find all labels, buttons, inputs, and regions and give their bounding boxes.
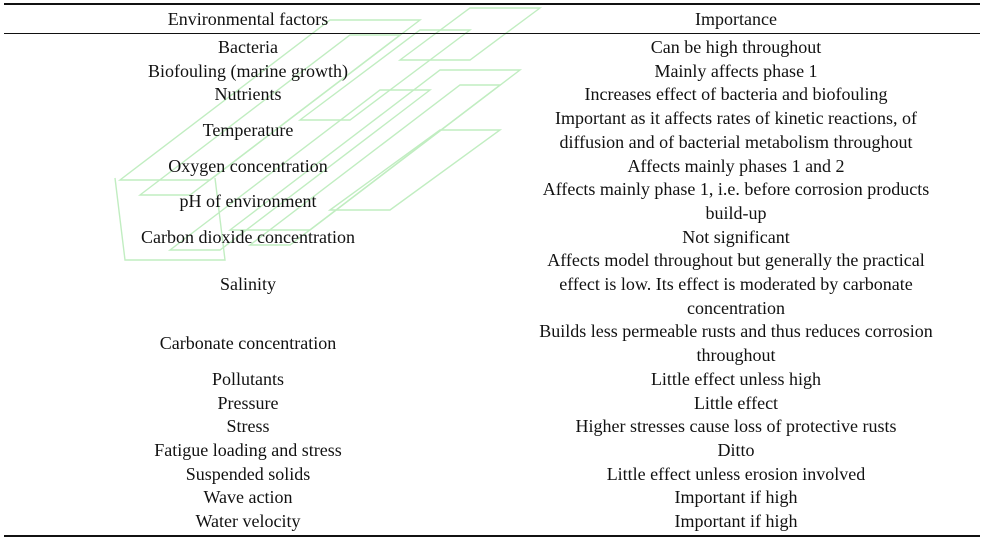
factor-cell: Suspended solids — [185, 463, 311, 484]
importance-line: Higher stresses cause loss of protective rusts — [575, 416, 897, 437]
importance-cell — [492, 320, 980, 367]
importance-cell — [492, 107, 980, 154]
importance-line: Affects mainly phases 1 and 2 — [627, 155, 845, 176]
importance-cell — [492, 178, 980, 225]
importance-cell — [492, 463, 980, 487]
importance-cell — [492, 83, 980, 107]
table-row — [4, 415, 980, 439]
importance-cell — [492, 36, 980, 60]
importance-line: Mainly affects phase 1 — [654, 60, 818, 81]
importance-cell — [492, 392, 980, 416]
table-row — [4, 463, 980, 487]
factor-cell: Fatigue loading and stress — [154, 439, 342, 460]
table-row — [4, 226, 980, 250]
importance-cell — [492, 60, 980, 84]
factor-cell: Salinity — [219, 274, 276, 295]
importance-cell — [492, 249, 980, 320]
factor-cell: pH of environment — [179, 191, 317, 212]
importance-line: Ditto — [717, 439, 755, 460]
table-row — [4, 249, 980, 320]
factor-cell: Water velocity — [195, 511, 301, 532]
table-row — [4, 60, 980, 84]
importance-cell — [492, 368, 980, 392]
importance-cell — [492, 415, 980, 439]
importance-line: Little effect — [693, 392, 779, 413]
table-row — [4, 392, 980, 416]
table-row — [4, 178, 980, 225]
table-row — [4, 36, 980, 60]
importance-line: Important as it affects rates of kinetic reactions, of — [554, 108, 918, 129]
importance-line: Can be high throughout — [650, 37, 822, 57]
table-row — [4, 439, 980, 463]
factor-cell: Bacteria — [218, 37, 278, 57]
importance-line: effect is low. Its effect is moderated by carbonate — [559, 274, 913, 295]
importance-line: diffusion and of bacterial metabolism throughout — [559, 131, 913, 152]
factor-cell: Carbonate concentration — [159, 333, 337, 354]
importance-line: Important if high — [674, 487, 798, 508]
importance-line: Important if high — [674, 511, 798, 532]
table-row — [4, 486, 980, 510]
header-environmental-factors: Environmental factors — [167, 9, 329, 29]
table-row — [4, 510, 980, 534]
importance-cell — [492, 439, 980, 463]
importance-line: Affects model throughout but generally the practical — [547, 250, 925, 271]
table-row — [4, 320, 980, 367]
importance-line: Builds less permeable rusts and thus reduces corrosion — [539, 321, 933, 342]
factor-cell: Oxygen concentration — [168, 155, 328, 176]
table-body — [4, 34, 980, 535]
factor-cell: Biofouling (marine growth) — [148, 60, 348, 81]
factor-cell: Stress — [226, 416, 270, 437]
importance-line: Not significant — [682, 226, 790, 247]
importance-line: throughout — [696, 345, 776, 366]
data-table — [4, 3, 980, 537]
factor-cell: Carbon dioxide concentration — [141, 226, 355, 247]
importance-line: concentration — [687, 297, 785, 318]
importance-line: Affects mainly phase 1, i.e. before corrosion products — [542, 179, 930, 200]
importance-cell — [492, 510, 980, 534]
table-header-row — [4, 5, 980, 33]
header-importance: Importance — [695, 9, 777, 29]
factor-cell: Pollutants — [211, 368, 284, 389]
factor-cell: Wave action — [203, 487, 293, 508]
importance-cell — [492, 226, 980, 250]
importance-line: Little effect unless erosion involved — [606, 463, 866, 484]
table-row — [4, 155, 980, 179]
factor-cell: Nutrients — [214, 84, 282, 105]
importance-line: Increases effect of bacteria and biofouling — [584, 84, 888, 105]
table-row — [4, 83, 980, 107]
table-bottom-rule — [4, 535, 980, 537]
importance-cell — [492, 486, 980, 510]
importance-line: build-up — [705, 202, 767, 223]
importance-cell — [492, 155, 980, 179]
importance-line: Little effect unless high — [650, 368, 822, 389]
factor-cell: Temperature — [202, 119, 294, 140]
table-row — [4, 107, 980, 154]
table-row — [4, 368, 980, 392]
factor-cell: Pressure — [217, 392, 279, 413]
